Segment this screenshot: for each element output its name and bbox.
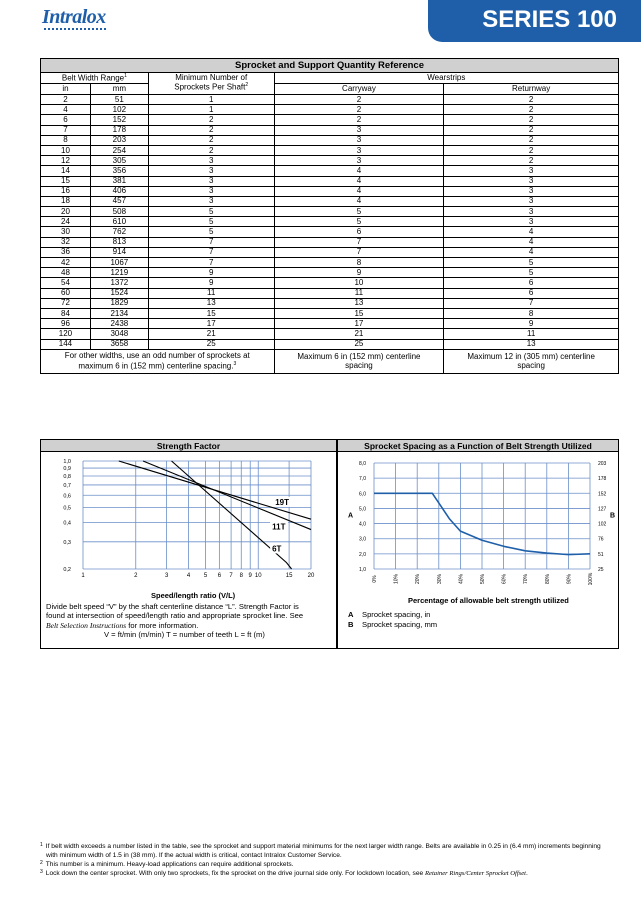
y-tick-label: 0,3: [63, 539, 71, 546]
table-cell: 3658: [90, 339, 148, 349]
logo-underline: [44, 28, 106, 34]
table-cell: 9: [148, 268, 274, 278]
table-cell: 30: [41, 227, 91, 237]
axis-label-b: B: [610, 512, 616, 520]
table-row: [41, 95, 619, 105]
y-tick-label-left: 4,0: [359, 521, 366, 528]
strength-factor-chart: [41, 453, 338, 593]
curve-label: 19T: [275, 497, 290, 507]
table-cell: 762: [90, 227, 148, 237]
table-cell: 2: [148, 125, 274, 135]
table-cell: 84: [41, 308, 91, 318]
table-cell: 2: [444, 135, 619, 145]
y-tick-label-left: 3,0: [359, 536, 366, 543]
table-cell: 8: [41, 135, 91, 145]
x-tick-label: 4: [186, 573, 191, 579]
table-row: [41, 288, 619, 298]
y-tick-label: 0,7: [63, 482, 71, 489]
table-cell: 2: [148, 145, 274, 155]
table-row: [41, 115, 619, 125]
table-row: [41, 298, 619, 308]
table-cell: 5: [148, 207, 274, 217]
y-tick-label: 0,8: [63, 473, 71, 480]
table-title: Sprocket and Support Quantity Reference: [41, 59, 619, 73]
table-cell: 25: [274, 339, 444, 349]
mm-header: mm: [90, 84, 148, 95]
x-tick-label: 50%: [480, 573, 486, 585]
table-cell: 3: [274, 145, 444, 155]
table-cell: 13: [148, 298, 274, 308]
in-header: in: [41, 84, 91, 95]
table-cell: 4: [274, 176, 444, 186]
table-cell: 203: [90, 135, 148, 145]
min-sprockets-header: Minimum Number of Sprockets Per Shaft$^2$: [148, 73, 274, 95]
table-cell: 21: [274, 329, 444, 339]
x-tick-label: 2: [134, 573, 138, 579]
sprocket-spacing-panel: [337, 439, 619, 649]
strength-factor-title: Strength Factor: [41, 440, 336, 452]
table-cell: 4: [444, 227, 619, 237]
x-tick-label: 9: [248, 573, 252, 579]
table-cell: 11: [148, 288, 274, 298]
table-cell: 32: [41, 237, 91, 247]
table-cell: 24: [41, 217, 91, 227]
table-cell: 3048: [90, 329, 148, 339]
y-tick-label-left: 5,0: [359, 506, 366, 513]
table-body: [41, 95, 619, 350]
table-cell: 813: [90, 237, 148, 247]
table-row: [41, 196, 619, 206]
x-tick-label: 90%: [566, 573, 573, 585]
table-cell: 5: [148, 217, 274, 227]
footnotes: [40, 842, 619, 878]
table-row: [41, 258, 619, 268]
table-cell: 381: [90, 176, 148, 186]
table-cell: 7: [148, 247, 274, 257]
note-returnway: Maximum 12 in (305 mm) centerline spacing: [444, 349, 619, 373]
y-tick-label: 0,2: [63, 567, 71, 573]
table-cell: 12: [41, 156, 91, 166]
table-cell: 2: [148, 115, 274, 125]
y-tick-label-left: 8,0: [359, 461, 366, 467]
table-cell: 2: [444, 145, 619, 155]
table-cell: 406: [90, 186, 148, 196]
table-cell: 1: [148, 95, 274, 105]
table-cell: 9: [274, 268, 444, 278]
table-row: [41, 186, 619, 196]
table-cell: 3: [444, 186, 619, 196]
table-cell: 152: [90, 115, 148, 125]
table-cell: 5: [444, 258, 619, 268]
axis-label-a: A: [348, 512, 354, 520]
table-cell: 7: [41, 125, 91, 135]
y-tick-label-right: 127: [598, 506, 607, 513]
y-tick-label-right: 178: [598, 476, 607, 483]
table-cell: 2: [274, 115, 444, 125]
table-cell: 16: [41, 186, 91, 196]
y-tick-label-left: 7,0: [359, 476, 366, 483]
table-cell: 1219: [90, 268, 148, 278]
table-cell: 6: [274, 227, 444, 237]
table-cell: 6: [444, 278, 619, 288]
curve-label: 11T: [272, 522, 286, 532]
x-tick-label: 1: [81, 573, 85, 579]
x-tick-label: 60%: [501, 573, 508, 585]
table-row: [41, 176, 619, 186]
series-banner: [428, 0, 641, 42]
table-cell: 9: [444, 319, 619, 329]
table-cell: 60: [41, 288, 91, 298]
x-tick-label: 6: [217, 573, 222, 579]
table-cell: 144: [41, 339, 91, 349]
table-cell: 5: [148, 227, 274, 237]
y-tick-label-left: 2,0: [359, 551, 366, 558]
y-tick-label: 1,0: [63, 459, 71, 465]
table-cell: 72: [41, 298, 91, 308]
table-cell: 2438: [90, 319, 148, 329]
table-cell: 3: [444, 176, 619, 186]
table-cell: 3: [148, 186, 274, 196]
x-tick-label: 100%: [588, 572, 594, 586]
table-cell: 15: [148, 308, 274, 318]
table-cell: 21: [148, 329, 274, 339]
table-cell: 120: [41, 329, 91, 339]
y-tick-label: 0,9: [63, 466, 71, 473]
y-tick-label-right: 25: [598, 567, 604, 573]
table-cell: 1524: [90, 288, 148, 298]
footnote-2: $^2$ This number is a minimum. Heavy-load applications can require additional sprockets.: [40, 860, 294, 869]
table-row: [41, 268, 619, 278]
y-tick-label-right: 51: [598, 551, 604, 558]
table-cell: 54: [41, 278, 91, 288]
table-row: [41, 135, 619, 145]
table-cell: 457: [90, 196, 148, 206]
table-row: [41, 308, 619, 318]
table-cell: 3: [444, 196, 619, 206]
table-cell: 4: [444, 237, 619, 247]
table-cell: 3: [274, 156, 444, 166]
table-cell: 1372: [90, 278, 148, 288]
y-tick-label: 0,6: [63, 493, 71, 500]
table-cell: 3: [148, 156, 274, 166]
table-cell: 5: [444, 268, 619, 278]
x-tick-label: 40%: [458, 573, 465, 585]
table-cell: 7: [148, 258, 274, 268]
table-cell: 2: [444, 95, 619, 105]
x-tick-label: 0%: [372, 575, 378, 583]
table-cell: 13: [274, 298, 444, 308]
note-other-widths: For other widths, use an odd number of sprockets at maximum 6 in (152 mm) centerline spacing.$^3$: [41, 349, 275, 373]
table-cell: 356: [90, 166, 148, 176]
table-row: [41, 319, 619, 329]
intralox-logo: Intralox: [42, 6, 106, 28]
table-cell: 15: [274, 308, 444, 318]
table-cell: 3: [444, 207, 619, 217]
table-cell: 2: [41, 95, 91, 105]
sprocket-spacing-chart: [338, 453, 620, 593]
x-tick-label: 15: [285, 573, 293, 579]
legend-a: A Sprocket spacing, in: [348, 610, 431, 619]
page-header: [0, 0, 641, 44]
strength-factor-panel: [40, 439, 337, 649]
table-cell: 1067: [90, 258, 148, 268]
table-cell: 4: [274, 196, 444, 206]
table-cell: 1: [148, 105, 274, 115]
spacing-title: Sprocket Spacing as a Function of Belt Strength Utilized: [338, 440, 618, 452]
table-cell: 7: [274, 247, 444, 257]
table-cell: 13: [444, 339, 619, 349]
table-cell: 11: [444, 329, 619, 339]
table-cell: 508: [90, 207, 148, 217]
x-tick-label: 3: [164, 573, 169, 579]
table-cell: 914: [90, 247, 148, 257]
x-tick-label: 30%: [436, 573, 443, 585]
table-cell: 2: [444, 125, 619, 135]
y-tick-label: 0,5: [63, 505, 71, 512]
carryway-header: Carryway: [274, 84, 444, 95]
table-cell: 17: [148, 319, 274, 329]
table-cell: 8: [274, 258, 444, 268]
y-tick-label-right: 76: [598, 536, 604, 543]
table-cell: 20: [41, 207, 91, 217]
table-cell: 6: [444, 288, 619, 298]
sf-xlabel: Speed/length ratio (V/L): [151, 591, 236, 600]
table-cell: 254: [90, 145, 148, 155]
table-cell: 11: [274, 288, 444, 298]
legend-b: B Sprocket spacing, mm: [348, 620, 438, 629]
table-cell: 9: [148, 278, 274, 288]
table-cell: 10: [274, 278, 444, 288]
table-cell: 102: [90, 105, 148, 115]
returnway-header: Returnway: [444, 84, 619, 95]
table-cell: 2: [444, 115, 619, 125]
table-cell: 18: [41, 196, 91, 206]
footnote-1: $^1$ If belt width exceeds a number listed in the table, see the sprocket and support material minimums for the next larger width range. Belts are available in 0.25 in (6.4 mm) increments beginning: [40, 842, 601, 850]
x-tick-label: 10%: [393, 573, 400, 585]
table-cell: 7: [444, 298, 619, 308]
table-cell: 96: [41, 319, 91, 329]
x-tick-label: 20%: [415, 573, 422, 585]
table-row: [41, 217, 619, 227]
belt-width-header: Belt Width Range$^1$: [41, 73, 149, 84]
y-tick-label: 0,4: [63, 520, 71, 527]
table-cell: 48: [41, 268, 91, 278]
table-row: [41, 166, 619, 176]
y-tick-label-left: 1,0: [359, 567, 366, 573]
table-row: [41, 339, 619, 349]
table-cell: 3: [148, 166, 274, 176]
y-tick-label-right: 152: [598, 491, 607, 498]
table-cell: 4: [444, 247, 619, 257]
footnote-3: $^3$ Lock down the center sprocket. With only two sprockets, fix the sprocket on the drive journal side only. For lockdown location, see Retainer Rings/Center Sprocket Offset.: [40, 869, 528, 878]
x-tick-label: 8: [239, 573, 243, 579]
table-row: [41, 247, 619, 257]
x-tick-label: 7: [229, 573, 233, 579]
sf-description: Divide belt speed “V” by the shaft centerline distance “L”. Strength Factor is found at intersection of speed/length ratio and appropriate sprocket line. See Belt Selection Instructions for more information. V = ft/min (m/min) T = number of teeth L = ft (m): [46, 602, 304, 639]
table-cell: 5: [274, 217, 444, 227]
table-row: [41, 278, 619, 288]
footnote-1b: with minimum width of 1.5 in (38 mm). If the actual width is critical, contact Intralox Customer Service.: [46, 852, 342, 860]
table-cell: 305: [90, 156, 148, 166]
table-cell: 610: [90, 217, 148, 227]
table-row: [41, 207, 619, 217]
table-row: [41, 227, 619, 237]
table-cell: 8: [444, 308, 619, 318]
table-row: [41, 145, 619, 155]
x-tick-label: 10: [254, 573, 262, 579]
note-carryway: Maximum 6 in (152 mm) centerline spacing: [274, 349, 444, 373]
sprocket-reference-table: [40, 58, 619, 374]
table-cell: 178: [90, 125, 148, 135]
table-cell: 17: [274, 319, 444, 329]
table-cell: 6: [41, 115, 91, 125]
table-cell: 2: [444, 156, 619, 166]
table-cell: 3: [444, 166, 619, 176]
wearstrips-header: Wearstrips: [274, 73, 618, 84]
x-tick-label: 5: [203, 573, 208, 579]
x-tick-label: 20: [307, 573, 315, 579]
table-cell: 10: [41, 145, 91, 155]
table-cell: 2: [148, 135, 274, 145]
table-cell: 25: [148, 339, 274, 349]
sp-xlabel: Percentage of allowable belt strength utilized: [408, 596, 569, 605]
table-row: [41, 237, 619, 247]
table-cell: 1829: [90, 298, 148, 308]
table-cell: 2134: [90, 308, 148, 318]
table-cell: 15: [41, 176, 91, 186]
y-tick-label-left: 6,0: [359, 491, 366, 498]
table-cell: 3: [148, 176, 274, 186]
y-tick-label-right: 102: [598, 521, 607, 528]
table-cell: 4: [41, 105, 91, 115]
table-cell: 2: [444, 105, 619, 115]
table-cell: 51: [90, 95, 148, 105]
table-row: [41, 125, 619, 135]
table-cell: 36: [41, 247, 91, 257]
table-cell: 3: [274, 125, 444, 135]
table-cell: 2: [274, 95, 444, 105]
y-tick-label-right: 203: [598, 461, 607, 467]
curve-label: 6T: [272, 544, 282, 554]
table-cell: 3: [274, 135, 444, 145]
table-cell: 7: [274, 237, 444, 247]
series-title: SERIES 100: [482, 6, 617, 33]
table-row: [41, 156, 619, 166]
table-row: [41, 105, 619, 115]
table-cell: 7: [148, 237, 274, 247]
table-cell: 3: [148, 196, 274, 206]
table-cell: 4: [274, 186, 444, 196]
table-row: [41, 329, 619, 339]
table-cell: 4: [274, 166, 444, 176]
table-cell: 3: [444, 217, 619, 227]
table-cell: 5: [274, 207, 444, 217]
table-cell: 2: [274, 105, 444, 115]
table-cell: 14: [41, 166, 91, 176]
table-cell: 42: [41, 258, 91, 268]
x-tick-label: 80%: [544, 573, 551, 585]
x-tick-label: 70%: [523, 573, 530, 585]
